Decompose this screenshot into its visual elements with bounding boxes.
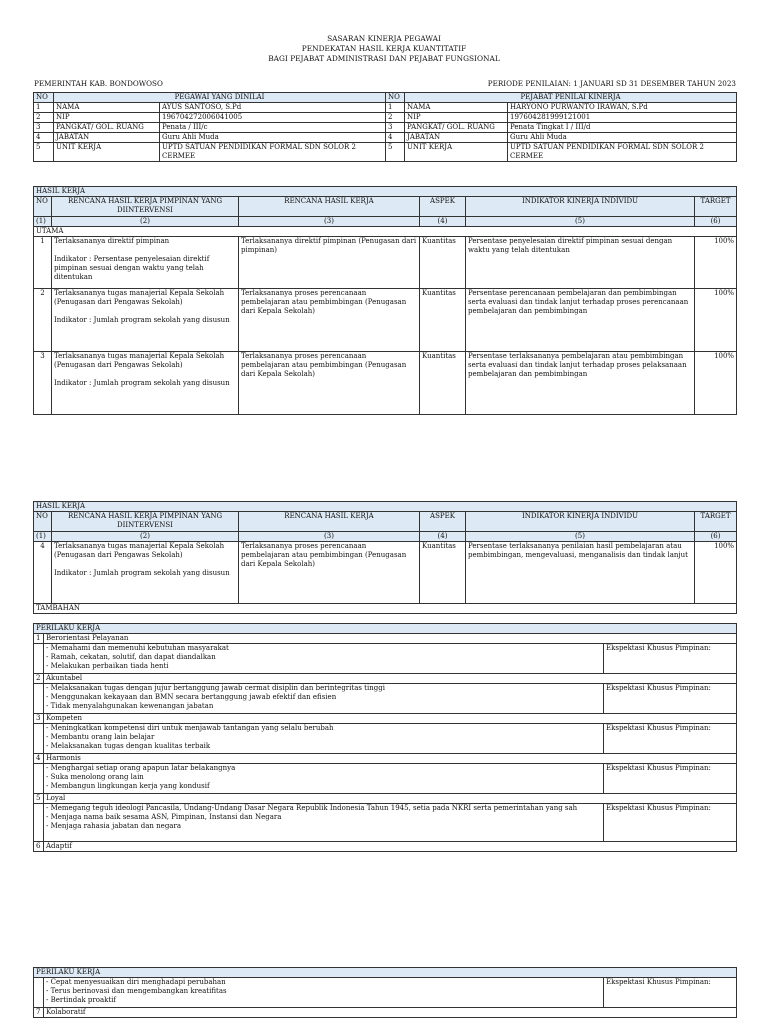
item-name: Adaptif: [44, 842, 737, 852]
point: - Ramah, cekatan, solutif, dan dapat diandalkan: [46, 653, 216, 661]
perilaku-item: [34, 674, 737, 684]
target-cell: 100%: [695, 352, 737, 415]
indikator-cell: Persentase perencanaan pembelajaran dan pembimbingan serta evaluasi dan tindak lanjut terhadap proses perencanaan pembelajaran dan pembimbingan: [466, 289, 695, 352]
col-no: NO: [34, 512, 52, 532]
perilaku-points: [44, 724, 604, 754]
col-num: (5): [466, 532, 695, 542]
col-num: (3): [239, 532, 420, 542]
item-name: Akuntabel: [44, 674, 737, 684]
table-row: [34, 352, 737, 415]
col-num: (4): [420, 217, 466, 227]
rencana-pimpinan-cell: [52, 237, 239, 289]
ekspektasi-label: Ekspektasi Khusus Pimpinan:: [604, 644, 737, 674]
indikator-cell: Persentase terlaksananya penilaian hasil pembelajaran atau pembimbingan, mengevaluasi, menganalisis dan tindak lanjut: [466, 542, 695, 604]
col-rencana: RENCANA HASIL KERJA: [239, 197, 420, 217]
rencana-pimpinan-cell: [52, 352, 239, 415]
item-no: 4: [34, 754, 44, 764]
perilaku-points-row: [34, 764, 737, 794]
row-no: 4: [386, 133, 405, 143]
identity-row: [34, 113, 737, 123]
field-label: NIP: [54, 113, 160, 123]
perilaku-points-row: [34, 978, 737, 1008]
row-no: 1: [34, 103, 54, 113]
col-aspek: ASPEK: [420, 197, 466, 217]
row-no: 5: [34, 143, 54, 162]
doc-title: [0, 34, 768, 63]
row-no: 2: [386, 113, 405, 123]
point: - Bertindak proaktif: [46, 996, 117, 1004]
field-value: HARYONO PURWANTO IRAWAN, S.Pd: [508, 103, 737, 113]
row-no: 2: [34, 113, 54, 123]
perilaku-item: [34, 634, 737, 644]
pemerintah-label: PEMERINTAH KAB. BONDOWOSO: [34, 79, 163, 88]
perilaku-item: [34, 842, 737, 852]
field-value: UPTD SATUAN PENDIDIKAN FORMAL SDN SOLOR 2 CERMEE: [508, 143, 737, 162]
item-name: Loyal: [44, 794, 737, 804]
table-row: [34, 237, 737, 289]
perilaku-item: [34, 1008, 737, 1018]
perilaku-kerja-title: PERILAKU KERJA: [34, 624, 737, 634]
perilaku-points-row: [34, 684, 737, 714]
point: - Membangun lingkungan kerja yang kondusif: [46, 782, 210, 790]
target-cell: 100%: [695, 289, 737, 352]
section-utama: UTAMA: [34, 227, 737, 237]
point: - Menghargai setiap orang apapun latar belakangnya: [46, 764, 236, 772]
point: - Membantu orang lain belajar: [46, 733, 155, 741]
ekspektasi-label: Ekspektasi Khusus Pimpinan:: [604, 978, 737, 1008]
table-row: [34, 542, 737, 604]
target-cell: 100%: [695, 542, 737, 604]
hasil-num-row: [34, 217, 737, 227]
doc-title-line1: SASARAN KINERJA PEGAWAI: [327, 34, 441, 43]
point: - Menggunakan kekayaan dan BMN secara bertanggung jawab efektif dan efisien: [46, 693, 337, 701]
rencana-pimpinan-text: Terlaksananya direktif pimpinan: [54, 237, 170, 245]
indikator-text: Indikator : Jumlah program sekolah yang disusun: [54, 569, 230, 577]
ekspektasi-label: Ekspektasi Khusus Pimpinan:: [604, 684, 737, 714]
col-num: (2): [52, 217, 239, 227]
aspek-cell: Kuantitas: [420, 289, 466, 352]
field-value: Penata / III/c: [160, 123, 386, 133]
row-no: 3: [386, 123, 405, 133]
col-rencana: RENCANA HASIL KERJA: [239, 512, 420, 532]
perilaku-item: [34, 754, 737, 764]
point: - Melakukan perbaikan tiada henti: [46, 662, 169, 670]
rencana-pimpinan-cell: [52, 289, 239, 352]
field-label: PANGKAT/ GOL. RUANG: [405, 123, 508, 133]
col-target: TARGET: [695, 197, 737, 217]
col-num: (2): [52, 532, 239, 542]
perilaku-points: [44, 684, 604, 714]
perilaku-item: [34, 794, 737, 804]
col-num: (3): [239, 217, 420, 227]
field-label: UNIT KERJA: [405, 143, 508, 162]
rencana-pimpinan-text: Terlaksananya tugas manajerial Kepala Sekolah (Penugasan dari Pengawas Sekolah): [54, 542, 225, 559]
field-label: UNIT KERJA: [54, 143, 160, 162]
item-no: 2: [34, 674, 44, 684]
indikator-text: Indikator : Persentase penyelesaian direktif pimpinan sesuai dengan waktu yang telah ditentukan: [54, 255, 210, 281]
row-no: 4: [34, 542, 52, 604]
pegawai-dinilai-header: PEGAWAI YANG DINILAI: [54, 93, 386, 103]
hasil-num-row: [34, 532, 737, 542]
indikator-cell: Persentase terlaksananya pembelajaran atau pembimbingan serta evaluasi dan tindak lanjut terhadap proses pelaksanaan pembelajaran dan pembimbingan: [466, 352, 695, 415]
row-no: 5: [386, 143, 405, 162]
field-value: Penata Tingkat I / III/d: [508, 123, 737, 133]
row-no: 2: [34, 289, 52, 352]
point: - Cepat menyesuaikan diri menghadapi perubahan: [46, 978, 226, 986]
point: - Menjaga nama baik sesama ASN, Pimpinan, Instansi dan Negara: [46, 813, 282, 821]
rencana-cell: Terlaksananya proses perencanaan pembelajaran atau pembimbingan (Penugasan dari Kepala Sekolah): [239, 542, 420, 604]
indikator-text: Indikator : Jumlah program sekolah yang disusun: [54, 379, 230, 387]
hasil-kerja-table: [33, 186, 737, 415]
row-no: 3: [34, 352, 52, 415]
point: - Terus berinovasi dan mengembangkan kreatifitas: [46, 987, 227, 995]
item-name: Kolaboratif: [44, 1008, 737, 1018]
col-num: (5): [466, 217, 695, 227]
perilaku-points-row: [34, 724, 737, 754]
row-no: 4: [34, 133, 54, 143]
perilaku-item: [34, 714, 737, 724]
col-num: (6): [695, 532, 737, 542]
item-no: 6: [34, 842, 44, 852]
field-label: NIP: [405, 113, 508, 123]
hasil-kerja-table-continued: [33, 501, 737, 614]
rencana-cell: Terlaksananya proses perencanaan pembelajaran atau pembimbingan (Penugasan dari Kepala Sekolah): [239, 289, 420, 352]
identity-row: [34, 133, 737, 143]
point: - Meningkatkan kompetensi diri untuk menjawab tantangan yang selalu berubah: [46, 724, 334, 732]
row-no: 1: [386, 103, 405, 113]
periode-label: PERIODE PENILAIAN: 1 JANUARI SD 31 DESEMBER TAHUN 2023: [487, 79, 736, 88]
field-value: 197604281999121001: [508, 113, 737, 123]
rencana-cell: Terlaksananya proses perencanaan pembelajaran atau pembimbingan (Penugasan dari Kepala Sekolah): [239, 352, 420, 415]
aspek-cell: Kuantitas: [420, 237, 466, 289]
col-rencana-pimpinan: RENCANA HASIL KERJA PIMPINAN YANG DIINTERVENSI: [52, 197, 239, 217]
col-rencana-pimpinan: RENCANA HASIL KERJA PIMPINAN YANG DIINTERVENSI: [52, 512, 239, 532]
col-no: NO: [34, 197, 52, 217]
doc-title-line3: BAGI PEJABAT ADMINISTRASI DAN PEJABAT FUNGSIONAL: [268, 53, 500, 63]
item-no: 5: [34, 794, 44, 804]
field-label: JABATAN: [405, 133, 508, 143]
col-indikator: INDIKATOR KINERJA INDIVIDU: [466, 512, 695, 532]
pejabat-penilai-header: PEJABAT PENILAI KINERJA: [405, 93, 737, 103]
identity-header-row: [34, 93, 737, 103]
item-name: Kompeten: [44, 714, 737, 724]
ekspektasi-label: Ekspektasi Khusus Pimpinan:: [604, 764, 737, 794]
identity-table: [33, 92, 737, 162]
field-value: AYUS SANTOSO, S.Pd: [160, 103, 386, 113]
indikator-cell: Persentase penyelesaian direktif pimpinan sesuai dengan waktu yang telah ditentukan: [466, 237, 695, 289]
field-label: JABATAN: [54, 133, 160, 143]
rencana-pimpinan-text: Terlaksananya tugas manajerial Kepala Sekolah (Penugasan dari Pengawas Sekolah): [54, 289, 225, 306]
row-no: 1: [34, 237, 52, 289]
ekspektasi-label: Ekspektasi Khusus Pimpinan:: [604, 804, 737, 842]
identity-row: [34, 103, 737, 113]
field-value: Guru Ahli Muda: [160, 133, 386, 143]
point: - Menjaga rahasia jabatan dan negara: [46, 822, 181, 830]
hasil-header-row: [34, 197, 737, 217]
field-label: NAMA: [405, 103, 508, 113]
col-num: (1): [34, 532, 52, 542]
aspek-cell: Kuantitas: [420, 542, 466, 604]
identity-row: [34, 123, 737, 133]
item-name: Harmonis: [44, 754, 737, 764]
hasil-kerja-title: HASIL KERJA: [34, 502, 737, 512]
perilaku-kerja-table: [33, 623, 737, 852]
section-tambahan: TAMBAHAN: [34, 604, 737, 614]
perilaku-kerja-title: PERILAKU KERJA: [34, 968, 737, 978]
perilaku-points: [44, 978, 604, 1008]
hasil-kerja-title: HASIL KERJA: [34, 187, 737, 197]
row-no: 3: [34, 123, 54, 133]
col-target: TARGET: [695, 512, 737, 532]
rencana-cell: Terlaksananya direktif pimpinan (Penugasan dari pimpinan): [239, 237, 420, 289]
perilaku-kerja-table-continued: [33, 967, 737, 1018]
point: - Tidak menyalahgunakan kewenangan jabatan: [46, 702, 214, 710]
field-label: PANGKAT/ GOL. RUANG: [54, 123, 160, 133]
item-name: Berorientasi Pelayanan: [44, 634, 737, 644]
rencana-pimpinan-text: Terlaksananya tugas manajerial Kepala Sekolah (Penugasan dari Pengawas Sekolah): [54, 352, 225, 369]
perilaku-points-row: [34, 804, 737, 842]
identity-row: [34, 143, 737, 162]
perilaku-points: [44, 644, 604, 674]
no-header: NO: [34, 93, 54, 103]
col-num: (6): [695, 217, 737, 227]
no-header: NO: [386, 93, 405, 103]
perilaku-points: [44, 764, 604, 794]
item-no: 3: [34, 714, 44, 724]
aspek-cell: Kuantitas: [420, 352, 466, 415]
point: - Memegang teguh ideologi Pancasila, Undang-Undang Dasar Negara Republik Indonesia Tahun 1945, setia pada NKRI serta pemerintahan yang sah: [46, 804, 578, 812]
target-cell: 100%: [695, 237, 737, 289]
col-num: (4): [420, 532, 466, 542]
col-aspek: ASPEK: [420, 512, 466, 532]
table-row: [34, 289, 737, 352]
field-value: 196704272006041005: [160, 113, 386, 123]
field-label: NAMA: [54, 103, 160, 113]
doc-title-line2: PENDEKATAN HASIL KERJA KUANTITATIF: [301, 43, 467, 53]
point: - Memahami dan memenuhi kebutuhan masyarakat: [46, 644, 229, 652]
hasil-header-row: [34, 512, 737, 532]
ekspektasi-label: Ekspektasi Khusus Pimpinan:: [604, 724, 737, 754]
col-indikator: INDIKATOR KINERJA INDIVIDU: [466, 197, 695, 217]
field-value: Guru Ahli Muda: [508, 133, 737, 143]
col-num: (1): [34, 217, 52, 227]
indikator-text: Indikator : Jumlah program sekolah yang disusun: [54, 316, 230, 324]
point: - Melaksanakan tugas dengan kualitas terbaik: [46, 742, 211, 750]
point: - Suka menolong orang lain: [46, 773, 144, 781]
perilaku-points-row: [34, 644, 737, 674]
point: - Melaksanakan tugas dengan jujur bertanggung jawab cermat disiplin dan berintegritas tinggi: [46, 684, 385, 692]
field-value: UPTD SATUAN PENDIDIKAN FORMAL SDN SOLOR 2 CERMEE: [160, 143, 386, 162]
rencana-pimpinan-cell: [52, 542, 239, 604]
item-no: 1: [34, 634, 44, 644]
item-no: 7: [34, 1008, 44, 1018]
perilaku-points: [44, 804, 604, 842]
